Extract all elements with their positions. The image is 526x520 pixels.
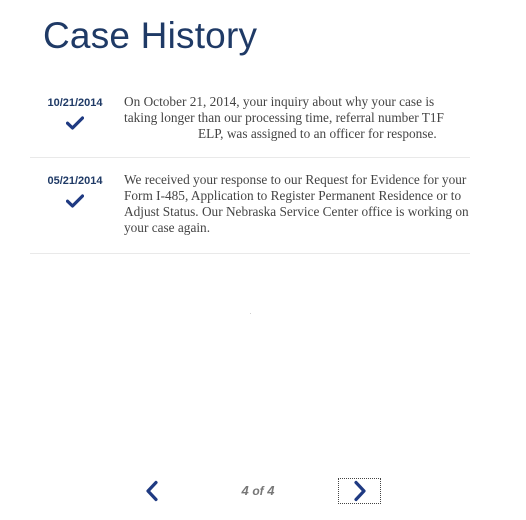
history-item bbox=[30, 80, 470, 158]
decorative-dot bbox=[250, 313, 251, 314]
history-description: We received your response to our Request for Evidence for your Form I-485, Application to Register Permanent Residence or to Adjust Status. Our Nebraska Service Center office is working on your case again. bbox=[124, 172, 469, 235]
checkmark-icon bbox=[66, 116, 84, 130]
page-title: Case History bbox=[43, 15, 258, 56]
total-pages: 4 bbox=[267, 483, 275, 498]
pagination bbox=[0, 476, 526, 506]
history-description-part: ELP, was assigned to an officer for response. bbox=[198, 126, 437, 141]
page-of-label: of bbox=[252, 484, 264, 498]
case-history-list bbox=[30, 80, 470, 254]
history-date-column bbox=[30, 96, 120, 130]
chevron-left-icon bbox=[145, 480, 159, 502]
history-description bbox=[124, 94, 469, 142]
page-indicator bbox=[220, 483, 296, 499]
history-description-part: On October 21, 2014, your inquiry about why your case is taking longer than our processing time, referral number T1F bbox=[124, 94, 444, 125]
chevron-right-icon bbox=[353, 480, 367, 502]
current-page: 4 bbox=[241, 483, 249, 498]
prev-page-button[interactable] bbox=[141, 478, 163, 504]
history-date: 05/21/2014 bbox=[47, 175, 103, 187]
next-page-button[interactable] bbox=[338, 478, 381, 504]
history-date-column bbox=[30, 174, 120, 208]
history-item bbox=[30, 158, 470, 254]
history-date: 10/21/2014 bbox=[47, 97, 103, 109]
checkmark-icon bbox=[66, 194, 84, 208]
